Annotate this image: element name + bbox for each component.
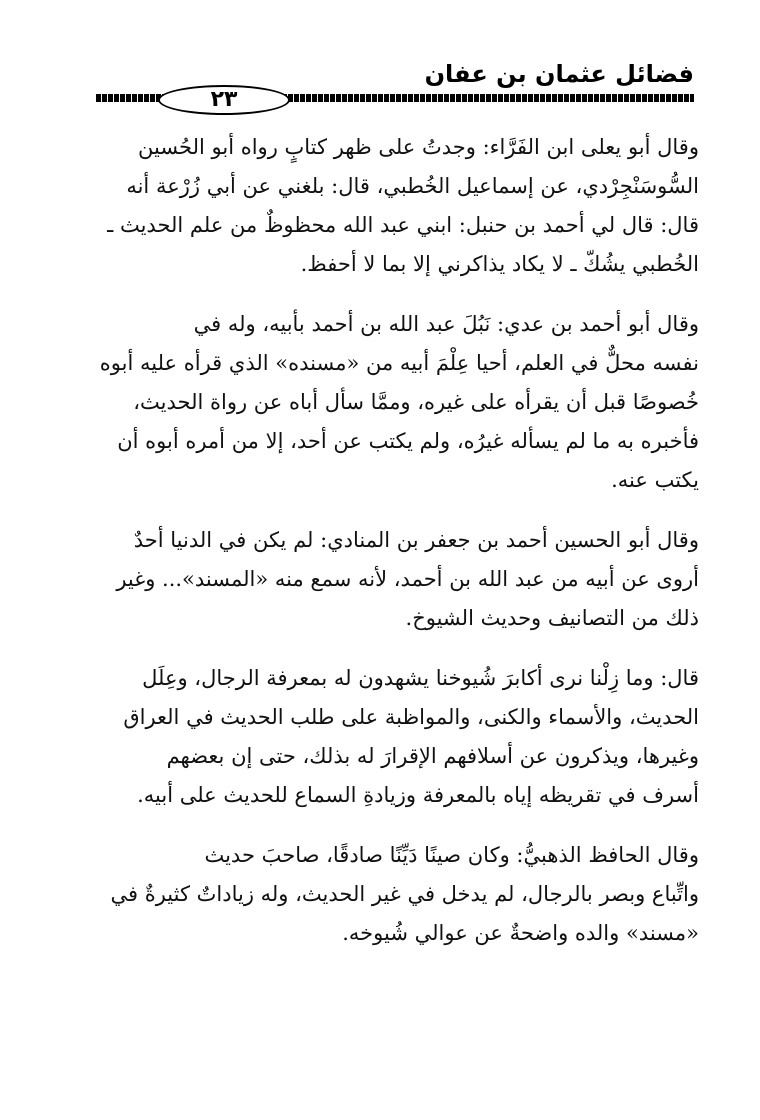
text-line: وقال أبو أحمد بن عدي: نَبُلَ عبد الله بن أحمد بأبيه، وله في <box>193 312 699 336</box>
paragraph <box>82 521 699 638</box>
text-line: قال: وما زِلْنا نرى أكابرَ شُيوخنا يشهدون له بمعرفة الرجال، وعِلَل <box>142 666 699 690</box>
paragraph <box>82 659 699 815</box>
text-line: وقال أبو يعلى ابن الفَرَّاء: وجدتُ على ظهر كتابٍ رواه أبو الحُسين <box>138 135 699 159</box>
text-line: الحديث، والأسماء والكنى، والمواظبة على طلب الحديث في العراق <box>123 705 699 729</box>
text-line: خُصوصًا قبل أن يقرأه على غيره، وممَّا سأل أباه عن رواة الحديث، <box>133 390 699 414</box>
text-line: نفسه محلٌّ في العلم، أحيا عِلْمَ أبيه من «مسنده» الذي قرأه عليه أبوه <box>99 351 699 375</box>
text-line: السُّوسَنْجِرْدي، عن إسماعيل الخُطبي، قال: بلغني عن أبي زُرْعة أنه <box>126 174 699 198</box>
text-line: أروى عن أبيه من عبد الله بن أحمد، لأنه سمع منه «المسند»... وغير <box>116 567 699 591</box>
page-number: ٢٣ <box>158 85 290 115</box>
text-line: واتِّباع وبصر بالرجال، لم يدخل في غير الحديث، وله زياداتٌ كثيرةٌ في <box>110 882 699 906</box>
text-line: وغيرها، ويذكرون عن أسلافهم الإقرارَ له بذلك، حتى إن بعضهم <box>166 744 699 768</box>
text-line: قال: قال لي أحمد بن حنبل: ابني عبد الله محظوظٌ من علم الحديث ـ <box>107 213 699 237</box>
text-line: وقال أبو الحسين أحمد بن جعفر بن المنادي: لم يكن في الدنيا أحدٌ <box>133 528 699 552</box>
text-line: يكتب عنه. <box>611 468 699 492</box>
text-line: الخُطبي يشُكّ ـ لا يكاد يذاكرني إلا بما لا أحفظ. <box>300 252 699 276</box>
text-line: «مسند» والده واضحةٌ عن عوالي شُيوخه. <box>342 921 699 945</box>
page-body <box>82 128 699 953</box>
page-header <box>96 58 694 114</box>
text-line: أسرف في تقريظه إياه بالمعرفة وزيادةِ السماع للحديث على أبيه. <box>137 783 699 807</box>
text-line: ذلك من التصانيف وحديث الشيوخ. <box>405 606 699 630</box>
running-title: فضائل عثمان بن عفان <box>424 60 694 88</box>
text-line: وقال الحافظ الذهبيُّ: وكان صينًا دَيِّنًا صادقًا، صاحبَ حديث <box>204 843 699 867</box>
text-line: فأخبره به ما لم يسأله غيرُه، ولم يكتب عن أحد، إلا من أمره أبوه أن <box>117 429 699 453</box>
paragraph <box>82 128 699 284</box>
paragraph <box>82 305 699 500</box>
paragraph <box>82 836 699 953</box>
